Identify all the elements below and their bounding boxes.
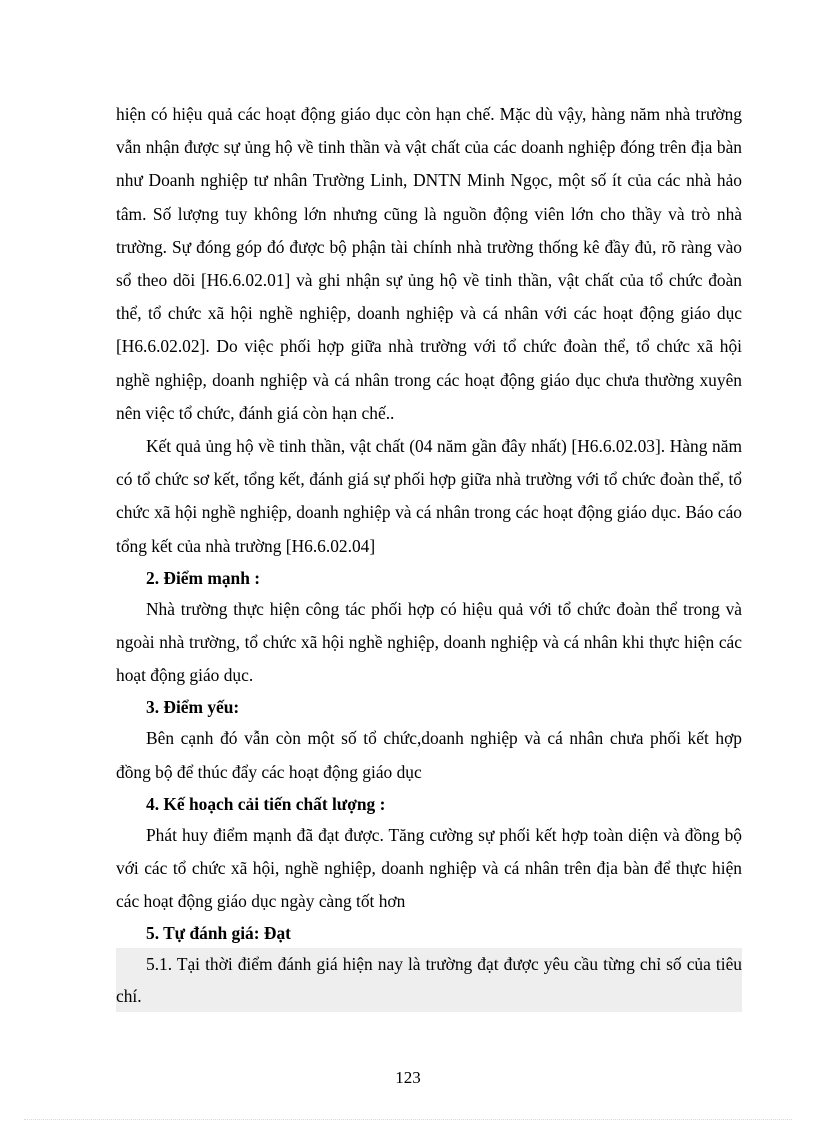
paragraph-strengths: Nhà trường thực hiện công tác phối hợp có hiệu quả với tổ chức đoàn thể trong và ngoài nhà trường, tổ chức xã hội nghề nghiệp, doanh nghiệp và cá nhân khi thực hiện các hoạt động giáo dục. — [116, 598, 742, 686]
paragraph-intro: hiện có hiệu quả các hoạt động giáo dục còn hạn chế. Mặc dù vậy, hàng năm nhà trường vẫn nhận được sự ủng hộ về tinh thần và vật chất của các doanh nghiệp đóng trên địa bàn như Doanh nghiệp tư nhân Trường Linh, DNTN Minh Ngọc, một số ít của các nhà hảo tâm. Số lượng tuy không lớn nhưng cũng là nguồn động viên lớn cho thầy và trò nhà trường. Sự đóng góp đó được bộ phận tài chính nhà trường thống kê đầy đủ, rõ ràng vào sổ theo dõi [H6.6.02.01] và ghi nhận sự ủng hộ về tinh thần, vật chất của tổ chức đoàn thể, tổ chức xã hội nghề nghiệp, doanh nghiệp và cá nhân với các hoạt động giáo dục [H6.6.02.02]. Do việc phối hợp giữa nhà trường với tổ chức đoàn thể, tổ chức xã hội nghề nghiệp, doanh nghiệp và cá nhân trong các hoạt động giáo dục chưa thường xuyên nên việc tổ chức, đánh giá còn hạn chế.. — [116, 104, 742, 423]
heading-improvement-plan: 4. Kế hoạch cải tiến chất lượng : — [146, 793, 386, 814]
document-body — [116, 98, 742, 1012]
paragraph-support-results: Kết quả ủng hộ về tinh thần, vật chất (04 năm gần đây nhất) [H6.6.02.03]. Hàng năm có tổ chức sơ kết, tổng kết, đánh giá sự phối hợp giữa nhà trường với tổ chức đoàn thể, tổ chức xã hội nghề nghiệp, doanh nghiệp và cá nhân trong các hoạt động giáo dục. Báo cáo tổng kết của nhà trường [H6.6.02.04] — [116, 436, 742, 556]
paragraph-self-assessment: 5.1. Tại thời điểm đánh giá hiện nay là trường đạt được yêu cầu từng chỉ số của tiêu chí. — [116, 948, 742, 1012]
page-number: 123 — [395, 1068, 421, 1087]
heading-self-assessment: 5. Tự đánh giá: Đạt — [146, 923, 291, 944]
paragraph-weaknesses: Bên cạnh đó vẫn còn một số tổ chức,doanh nghiệp và cá nhân chưa phối kết hợp đồng bộ để thúc đẩy các hoạt động giáo dục — [116, 728, 742, 782]
heading-strengths: 2. Điểm mạnh : — [146, 567, 260, 588]
paragraph-improvement-plan: Phát huy điểm mạnh đã đạt được. Tăng cường sự phối kết hợp toàn diện và đồng bộ với các tổ chức xã hội, nghề nghiệp, doanh nghiệp và cá nhân trên địa bàn để thực hiện các hoạt động giáo dục ngày càng tốt hơn — [116, 824, 742, 912]
page-bottom-divider — [24, 1119, 792, 1120]
heading-weaknesses: 3. Điểm yếu: — [146, 697, 240, 718]
